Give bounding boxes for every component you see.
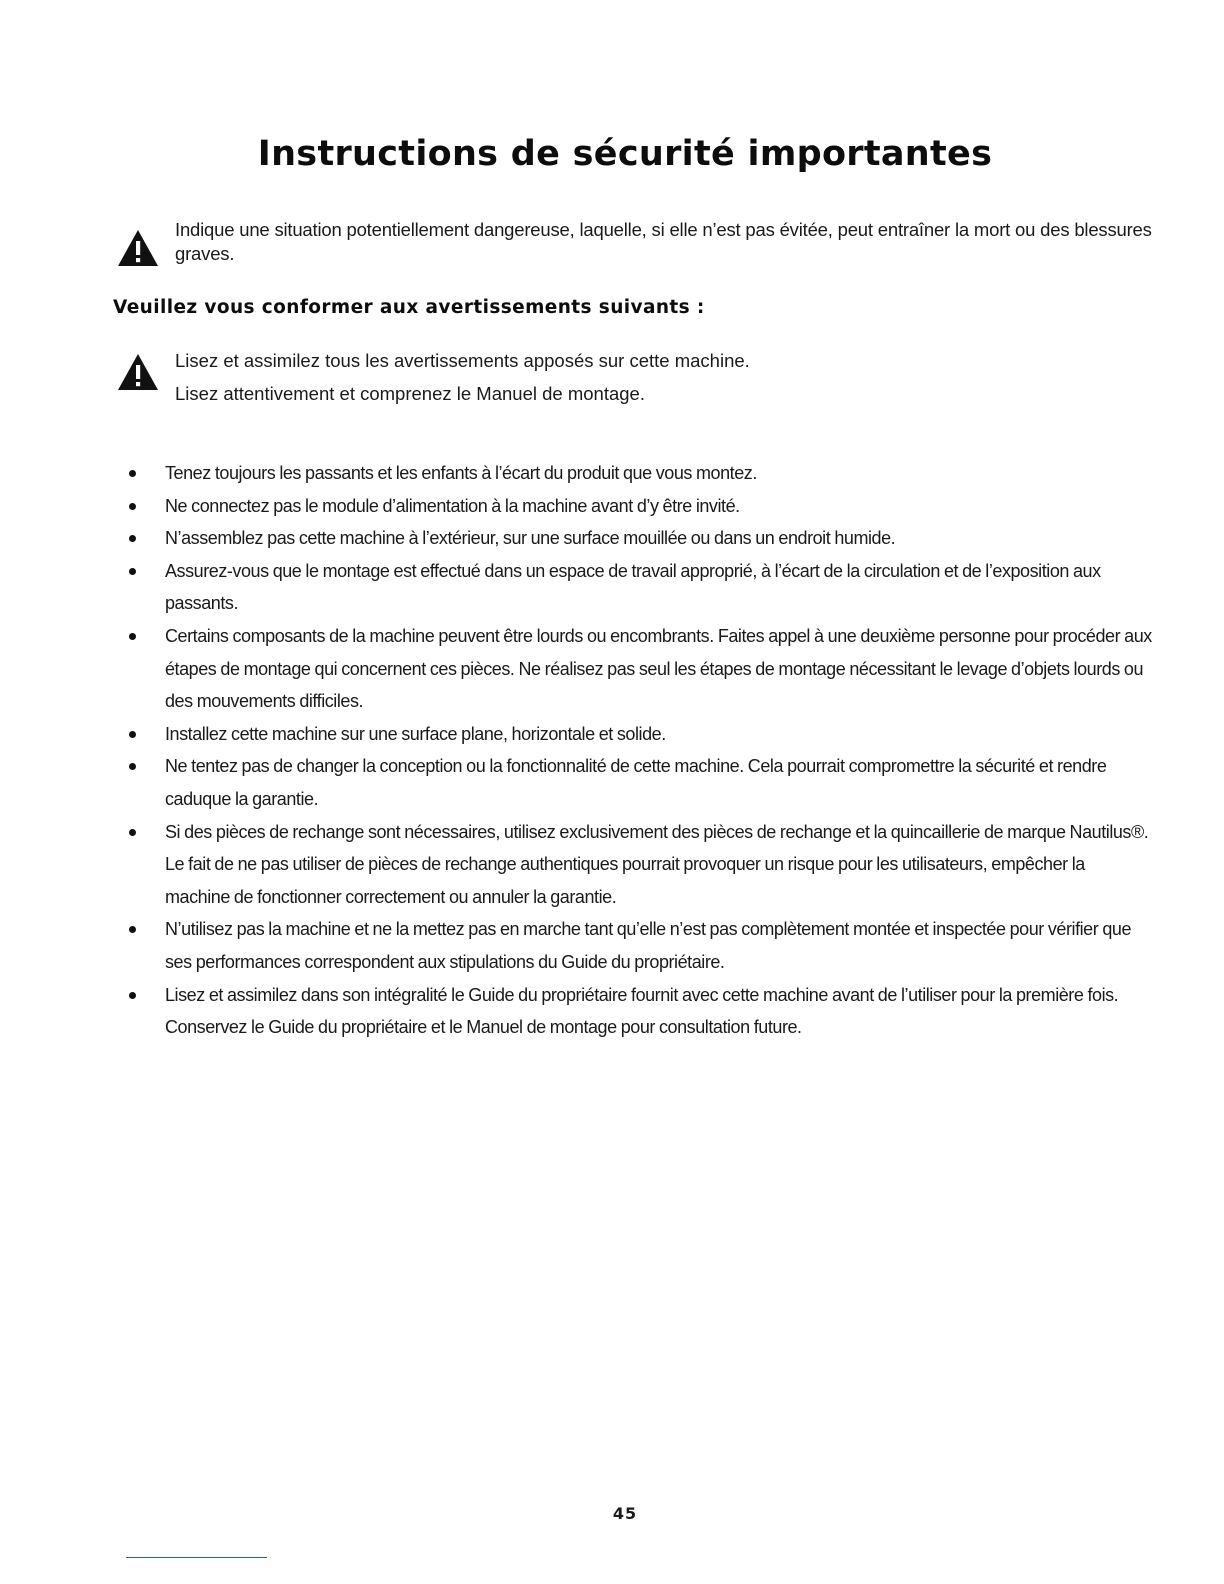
- warning-block: [116, 344, 1116, 414]
- bullet-icon: [129, 470, 136, 477]
- page-number: 45: [612, 1504, 638, 1523]
- bullet-icon: [129, 763, 136, 770]
- list-item: [122, 913, 1152, 978]
- bullet-icon: [129, 731, 136, 738]
- warning-triangle-icon: [116, 228, 160, 268]
- list-item: [122, 522, 1152, 555]
- bullet-icon: [129, 829, 136, 836]
- list-item: [122, 555, 1152, 620]
- page-title: Instructions de sécurité importantes: [257, 134, 993, 174]
- list-item-text: Si des pièces de rechange sont nécessaires, utilisez exclusivement des pièces de rechange et la quincaillerie de marque Nautilus®. Le fait de ne pas utiliser de pièces de rechange authentiques pourrait provoquer un risque pour les utilisateurs, empêcher la machine de fonctionner correctement ou annuler la garantie.: [165, 821, 1149, 907]
- warning-line: Lisez attentivement et comprenez le Manuel de montage.: [175, 383, 645, 404]
- warning-triangle-icon: [116, 352, 160, 392]
- bullet-icon: [129, 633, 136, 640]
- list-item-text: Installez cette machine sur une surface plane, horizontale et solide.: [165, 723, 666, 744]
- bullet-icon: [129, 503, 136, 510]
- warning-notice-text: Indique une situation potentiellement dangereuse, laquelle, si elle n’est pas évitée, peut entraîner la mort ou des blessures graves.: [175, 219, 1152, 264]
- list-item: [122, 490, 1152, 523]
- warning-notice: [116, 218, 1152, 278]
- list-item-text: Ne connectez pas le module d’alimentation à la machine avant d’y être invité.: [165, 495, 740, 516]
- list-item: [122, 620, 1152, 718]
- warning-block-lines: [175, 344, 1075, 410]
- section-heading: Veuillez vous conformer aux avertissements suivants :: [113, 297, 705, 318]
- warning-line: Lisez et assimilez tous les avertissements apposés sur cette machine.: [175, 350, 750, 371]
- bullet-icon: [129, 568, 136, 575]
- list-item: [122, 457, 1152, 490]
- list-item-text: Assurez-vous que le montage est effectué dans un espace de travail approprié, à l’écart de la circulation et de l’exposition aux passants.: [165, 560, 1101, 614]
- list-item: [122, 750, 1152, 815]
- footer-rule: [126, 1557, 267, 1558]
- list-item: [122, 718, 1152, 751]
- list-item-text: Certains composants de la machine peuvent être lourds ou encombrants. Faites appel à une deuxième personne pour procéder aux étapes de montage qui concernent ces pièces. Ne réalisez pas seul les étapes de montage nécessitant le levage d’objets lourds ou des mouvements difficiles.: [165, 625, 1152, 712]
- list-item: [122, 979, 1152, 1044]
- list-item-text: Tenez toujours les passants et les enfants à l’écart du produit que vous montez.: [165, 463, 757, 483]
- list-item: [122, 816, 1152, 914]
- list-item-text: Ne tentez pas de changer la conception ou la fonctionnalité de cette machine. Cela pourrait compromettre la sécurité et rendre caduque la garantie.: [165, 756, 1107, 809]
- bullet-icon: [129, 926, 136, 933]
- bullet-icon: [129, 535, 136, 542]
- list-item-text: N’assemblez pas cette machine à l’extérieur, sur une surface mouillée ou dans un endroit humide.: [165, 528, 896, 549]
- bullet-icon: [129, 992, 136, 999]
- list-item-text: N’utilisez pas la machine et ne la mettez pas en marche tant qu’elle n’est pas complètement montée et inspectée pour vérifier que ses performances correspondent aux stipulations du Guide du propriétaire.: [165, 919, 1132, 972]
- safety-bullet-list: [122, 457, 1152, 1044]
- list-item-text: Lisez et assimilez dans son intégralité le Guide du propriétaire fournit avec cette machine avant de l’utiliser pour la première fois. Conservez le Guide du propriétaire et le Manuel de montage pour consultation future.: [165, 984, 1119, 1038]
